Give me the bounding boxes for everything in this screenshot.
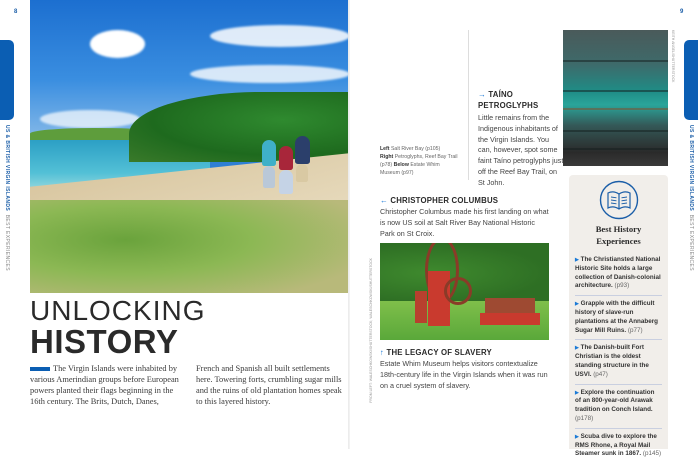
chapter-label: BEST EXPERIENCES xyxy=(4,214,10,272)
column-divider xyxy=(468,30,469,180)
columbus-body: Christopher Columbus made his first landing on what is now US soil at Salt River Bay National Historic Park on St Croix. xyxy=(380,207,549,238)
chapter-tab xyxy=(0,40,14,120)
intro-text: The Virgin Islands were inhabited by various Amerindian groups before European powers planted their flags beginning in the 16th century. The Brits, Dutch, Danes, French and Spanish all built settlements here. Towering forts, crumbling sugar mills and the ruins of old plantation homes speak to this layered history. xyxy=(30,364,342,406)
history-experiences-list xyxy=(575,252,662,463)
page-number-right: 9 xyxy=(680,9,684,15)
bullet-triangle-icon: ▶ xyxy=(575,301,579,308)
list-item: ▶ Scuba dive to explore the RMS Rhone, a Royal Mail Steamer sunk in 1867. (p145) xyxy=(575,432,662,458)
title-line-1: UNLOCKING xyxy=(30,295,206,326)
bullet-triangle-icon: ▶ xyxy=(575,389,579,396)
columbus-feature xyxy=(380,196,550,239)
columbus-heading: ← CHRISTOPHER COLUMBUS xyxy=(380,196,499,205)
arrow-right-icon: → xyxy=(478,90,486,99)
open-book-icon xyxy=(599,180,639,220)
photo-credit-right: KEITH ANGEL/SHUTTERSTOCK xyxy=(671,30,675,83)
list-item: ▶ The Danish-built Fort Christian is the oldest standing structure in the USVI. (p47) xyxy=(575,340,662,384)
side-running-head xyxy=(4,125,10,271)
list-item: ▶ The Christiansted National Historic Site holds a large collection of Danish-colonial architecture. (p93) xyxy=(575,252,662,296)
arrow-up-icon: ↑ xyxy=(380,348,385,357)
list-item: ▶ Explore the continuation of an 800-year-old Arawak tradition on Conch Island. (p178) xyxy=(575,385,662,429)
arrow-left-icon: ← xyxy=(380,196,388,205)
chapter-label-right: BEST EXPERIENCES xyxy=(688,214,694,272)
section-label-right: US & BRITISH VIRGIN ISLANDS xyxy=(688,125,694,212)
side-running-head-right xyxy=(688,125,694,271)
left-page xyxy=(0,0,349,449)
taino-body: Little remains from the Indigenous inhabitants of the Virgin Islands. You can, however, spot some faint Taíno petroglyphs just off the Reef Bay Trail, on St John. xyxy=(478,113,564,187)
visitors xyxy=(258,128,318,223)
bullet-triangle-icon: ▶ xyxy=(575,433,579,440)
page-number: 8 xyxy=(14,9,18,15)
title-line-2: HISTORY xyxy=(30,323,179,360)
list-item: ▶ Grapple with the difficult history of slave-run plantations at the Annaberg Sugar Mill Ruins. (p77) xyxy=(575,296,662,340)
taino-heading: → TAÍNO PETROGLYPHS xyxy=(478,90,539,110)
bullet-triangle-icon: ▶ xyxy=(575,257,579,263)
slavery-body: Estate Whim Museum helps visitors contextualize 18th-century life in the Virgin Islands when it was run on a cruel system of slavery. xyxy=(380,359,548,390)
petroglyphs-photo xyxy=(563,30,668,166)
beach-photo xyxy=(30,0,349,293)
section-label: US & BRITISH VIRGIN ISLANDS xyxy=(4,125,10,212)
bullet-triangle-icon: ▶ xyxy=(575,345,579,352)
chapter-tab-right xyxy=(684,40,698,120)
sugar-mill-photo xyxy=(380,243,549,340)
slavery-heading: ↑ THE LEGACY OF SLAVERY xyxy=(380,348,492,357)
photo-credit-left: FROM LEFT: WALESCHKOWSKI/SHUTTERSTOCK; WALESCHKOWSKI/SHUTTERSTOCK xyxy=(369,258,373,403)
photo-caption: Left Salt River Bay (p105) Right Petroglyphs, Reef Bay Trail (p78) Below Estate Whim Museum (p97) xyxy=(380,146,458,176)
best-history-sidebar xyxy=(569,175,668,458)
intro-accent-bar xyxy=(30,367,50,371)
page-title xyxy=(30,296,205,358)
sidebar-title: Best History Experiences xyxy=(595,224,642,246)
book-gutter xyxy=(348,0,350,449)
legacy-of-slavery-feature xyxy=(380,348,555,391)
taino-petroglyphs-feature xyxy=(478,89,564,189)
